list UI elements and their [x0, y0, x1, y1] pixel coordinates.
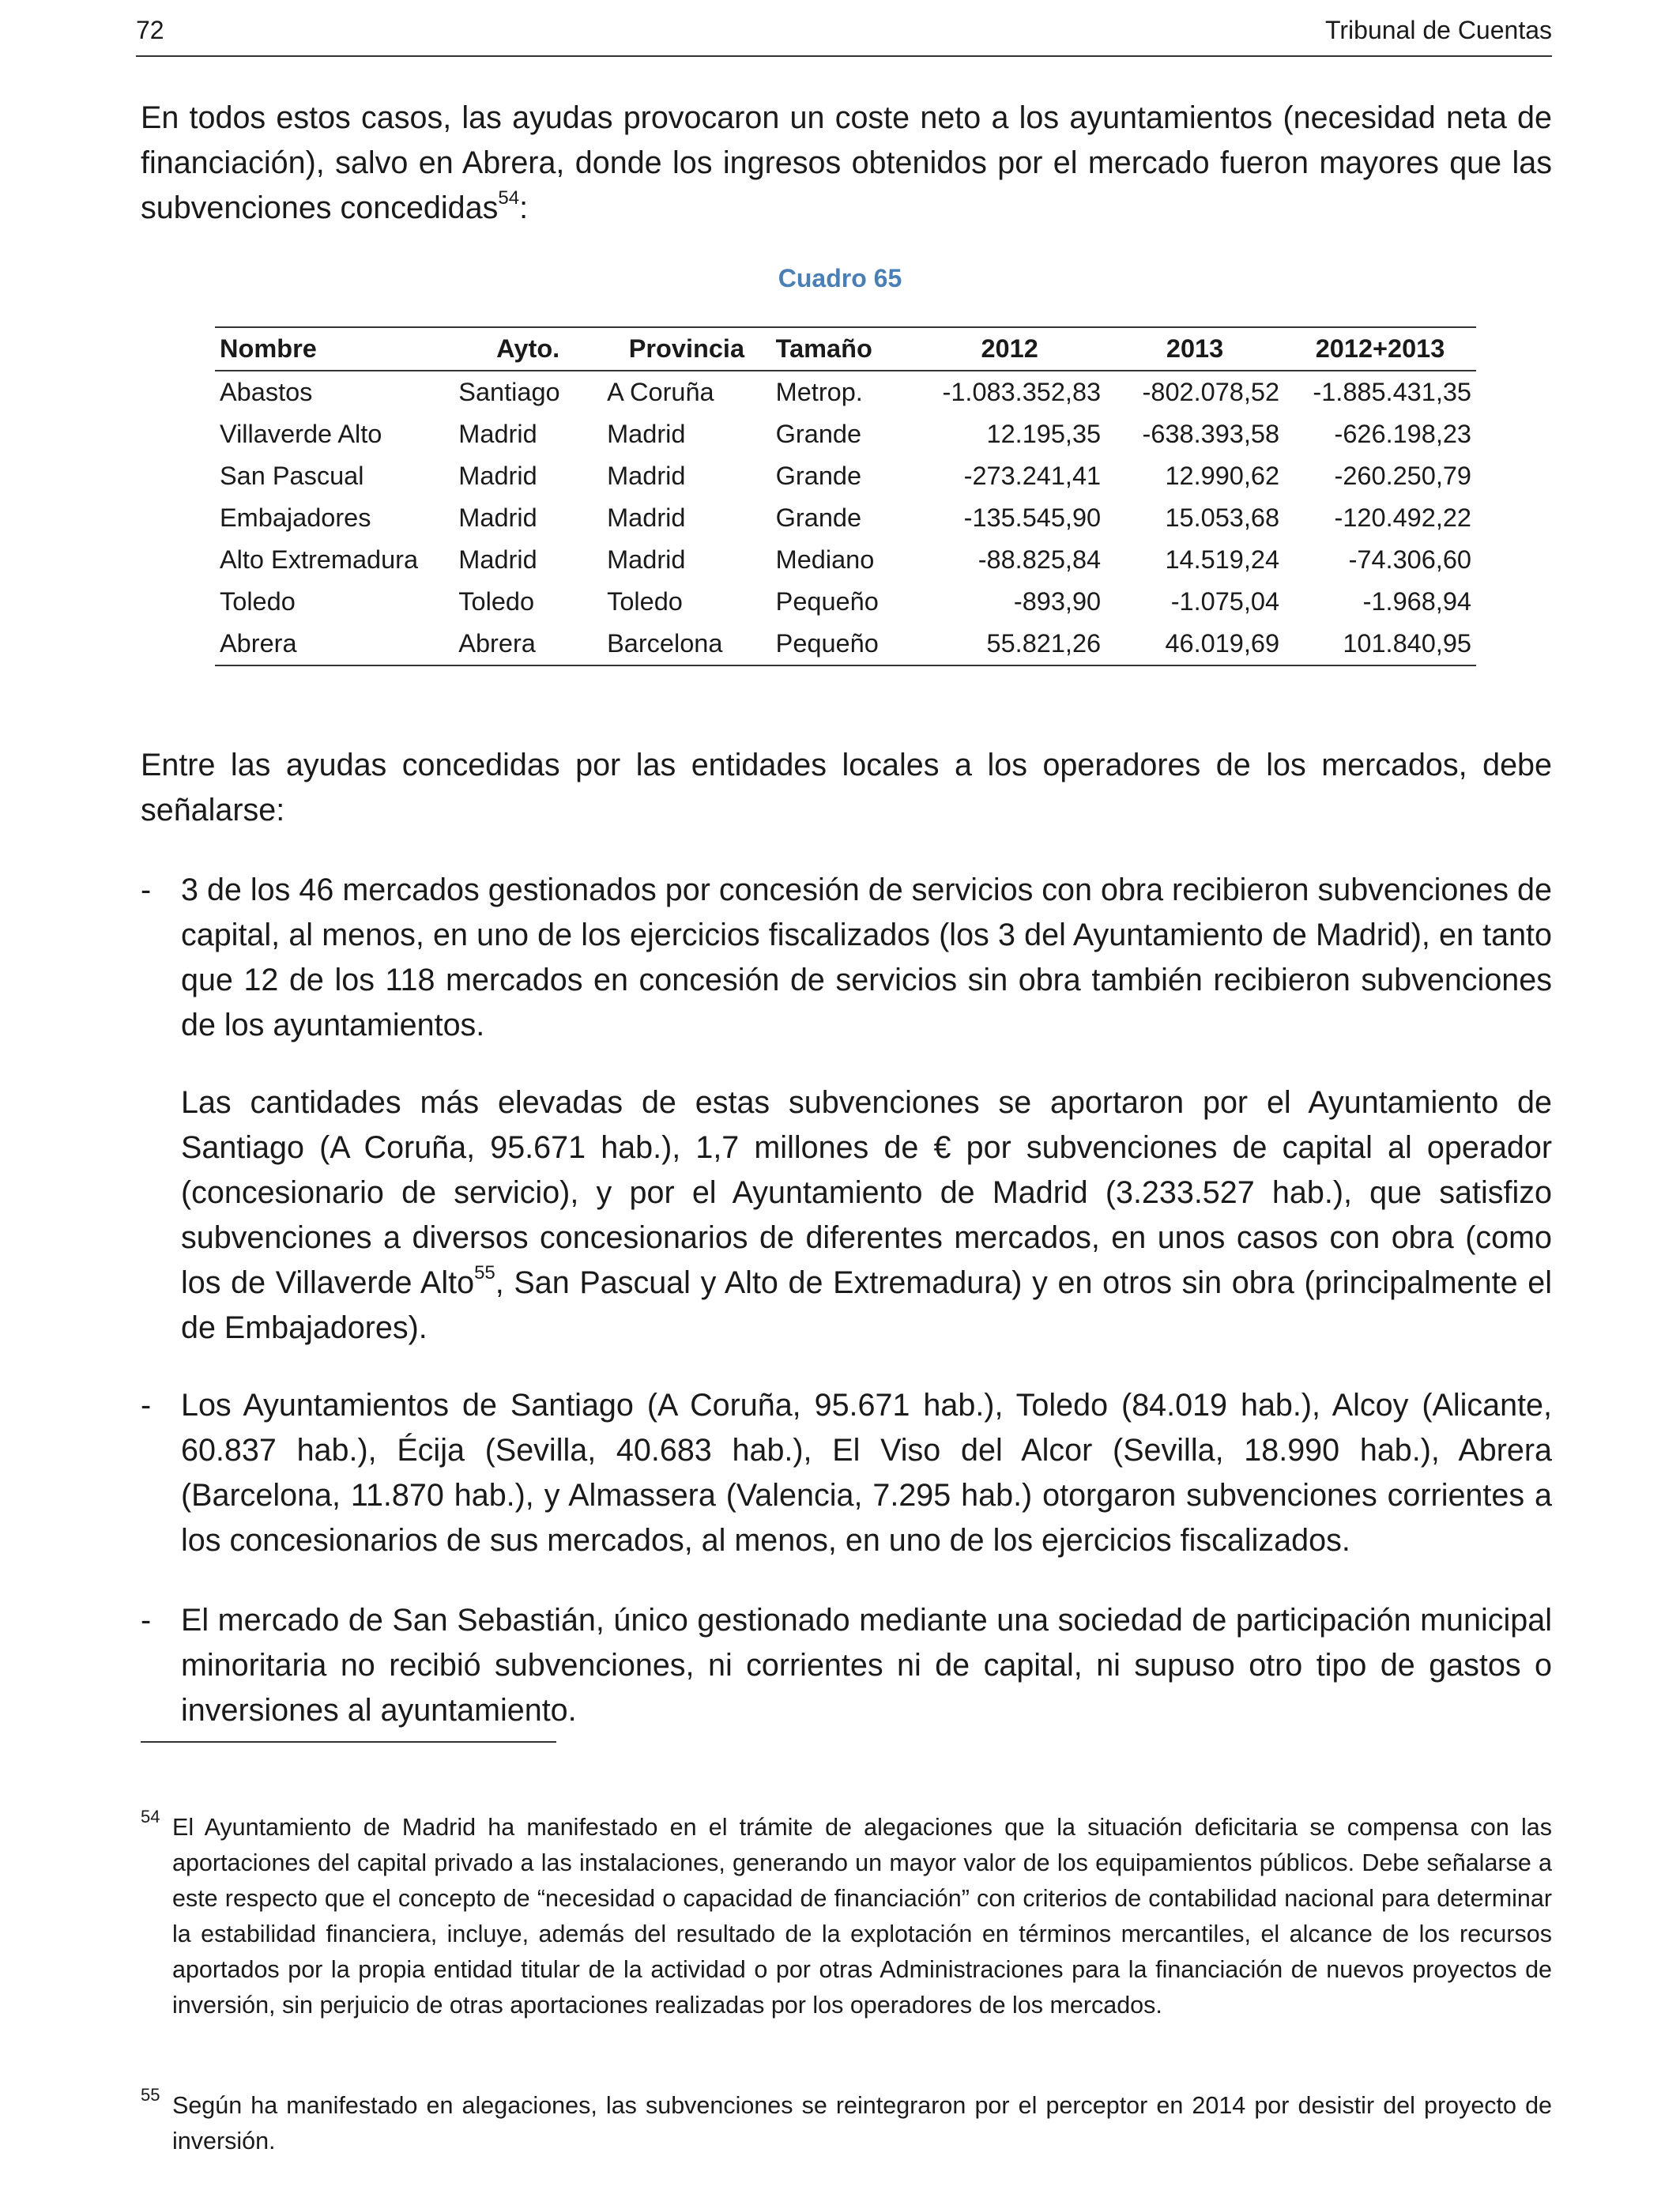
cell-ayto: Madrid	[458, 503, 537, 532]
cell-tamano: Grande	[775, 420, 862, 448]
header-rule	[136, 55, 1552, 57]
cell-total: 101.840,95	[1284, 623, 1476, 665]
cell-provincia: A Coruña	[607, 378, 714, 406]
table-caption: Cuadro 65	[778, 264, 902, 292]
table-row	[215, 455, 1476, 497]
cell-ayto: Madrid	[458, 420, 537, 448]
footnote-ref-54[interactable]: 54	[498, 187, 520, 209]
cell-2012: -893,90	[1013, 587, 1102, 616]
cell-ayto: Toledo	[458, 587, 535, 616]
col-header-ayto: Ayto.	[454, 327, 602, 371]
bullet-dash: -	[141, 873, 152, 907]
cell-2013: -638.393,58	[1142, 420, 1280, 448]
cell-tamano: Pequeño	[771, 623, 914, 665]
cell-tamano: Grande	[775, 503, 862, 532]
cell-2012: -135.545,90	[963, 503, 1102, 532]
intro-paragraph	[141, 96, 1552, 231]
table-row	[215, 371, 1476, 413]
cell-provincia: Madrid	[607, 462, 686, 490]
cell-2013: 12.990,62	[1165, 462, 1280, 490]
cell-ayto: Madrid	[458, 462, 537, 490]
cell-total: -74.306,60	[1348, 545, 1471, 574]
page-number: 72	[136, 16, 164, 44]
col-header-2013: 2013	[1106, 327, 1284, 371]
bullet-1-continuation	[181, 1080, 1552, 1351]
cell-total: -1.968,94	[1362, 587, 1471, 616]
cell-2012: -88.825,84	[977, 545, 1102, 574]
cell-nombre: Villaverde Alto	[220, 420, 382, 448]
col-header-provincia: Provincia	[602, 327, 771, 371]
cell-nombre: San Pascual	[220, 462, 364, 490]
cell-ayto: Madrid	[458, 545, 537, 574]
cell-ayto: Santiago	[458, 378, 560, 406]
footnote-ref-55[interactable]: 55	[474, 1261, 495, 1284]
table-header-row	[215, 327, 1476, 371]
cell-tamano: Grande	[775, 462, 862, 490]
table-row	[215, 581, 1476, 623]
cuadro-65-table	[215, 326, 1476, 666]
cell-provincia: Madrid	[607, 503, 686, 532]
cell-provincia: Madrid	[607, 420, 686, 448]
bullet-1-cont-text-b: , San Pascual y Alto de Extremadura) y en otros sin obra (principalmente el de Embajadores).	[181, 1265, 1552, 1345]
bullet-2-text: Los Ayuntamientos de Santiago (A Coruña, 95.671 hab.), Toledo (84.019 hab.), Alcoy (Alicante, 60.837 hab.), Écija (Sevilla, 40.683 hab.), El Viso del Alcor (Sevilla, 18.990 hab.), Abrera (Barcelona, 11.870 hab.), y Almassera (Valencia, 7.295 hab.) otorgaron subvenciones corrientes a los concesionarios de sus mercados, al menos, en uno de los ejercicios fiscalizados.	[181, 1388, 1552, 1558]
col-header-tamano: Tamaño	[771, 327, 914, 371]
footnote-54-text: El Ayuntamiento de Madrid ha manifestado en el trámite de alegaciones que la situación deficitaria se compensa con las aportaciones del capital privado a las instalaciones, generando un mayor valor de los equipamientos públicos. Debe señalarse a este respecto que el concepto de “necesidad o capacidad de financiación” con criterios de contabilidad nacional para determinar la estabilidad financiera, incluye, además del resultado de la explotación en términos mercantiles, el alcance de los recursos aportados por la propia entidad titular de la actividad o por otras Administraciones para la financiación de nuevos proyectos de inversión, sin perjuicio de otras aportaciones realizadas por los operadores de los mercados.	[172, 1814, 1552, 2019]
cell-nombre: Abastos	[220, 378, 313, 406]
cell-nombre: Toledo	[220, 587, 296, 616]
cell-tamano: Pequeño	[775, 587, 879, 616]
footnote-55-text: Según ha manifestado en alegaciones, las subvenciones se reintegraron por el perceptor en 2014 por desistir del proyecto de inversión.	[172, 2092, 1552, 2154]
cell-2012: -1.083.352,83	[942, 378, 1102, 406]
footnote-54-number: 54	[141, 1807, 160, 1826]
col-header-nombre: Nombre	[215, 327, 454, 371]
cell-2012: 55.821,26	[913, 623, 1106, 665]
cell-ayto: Abrera	[454, 623, 602, 665]
col-header-2012: 2012	[913, 327, 1106, 371]
running-header-title: Tribunal de Cuentas	[1325, 16, 1552, 44]
footnote-separator	[141, 1741, 556, 1743]
cell-2013: 14.519,24	[1165, 545, 1280, 574]
bullet-1-text: 3 de los 46 mercados gestionados por concesión de servicios con obra recibieron subvenciones de capital, al menos, en uno de los ejercicios fiscalizados (los 3 del Ayuntamiento de Madrid), en tanto que 12 de los 118 mercados en concesión de servicios sin obra también recibieron subvenciones de los ayuntamientos.	[181, 873, 1552, 1042]
cell-total: -260.250,79	[1334, 462, 1471, 490]
cell-nombre: Embajadores	[220, 503, 371, 532]
cell-provincia: Madrid	[607, 545, 686, 574]
cell-2013: -802.078,52	[1142, 378, 1280, 406]
cell-2013: 46.019,69	[1106, 623, 1284, 665]
cell-2013: -1.075,04	[1170, 587, 1280, 616]
intro-tail: :	[519, 190, 529, 225]
cell-total: -120.492,22	[1334, 503, 1471, 532]
table-row	[215, 497, 1476, 539]
intro-text: En todos estos casos, las ayudas provocaron un coste neto a los ayuntamientos (necesidad neta de financiación), salvo en Abrera, donde los ingresos obtenidos por el mercado fueron mayores que las subvenciones concedidas	[141, 100, 1552, 225]
col-header-2012-2013: 2012+2013	[1284, 327, 1476, 371]
cell-tamano: Metrop.	[775, 378, 863, 406]
cell-2012: -273.241,41	[963, 462, 1102, 490]
footnote-55-number: 55	[141, 2085, 160, 2105]
cell-provincia: Toledo	[607, 587, 683, 616]
cell-nombre: Abrera	[215, 623, 454, 665]
cell-2012: 12.195,35	[986, 420, 1102, 448]
cell-tamano: Mediano	[775, 545, 875, 574]
table-row	[215, 539, 1476, 581]
table-row	[215, 413, 1476, 455]
cell-total: -626.198,23	[1334, 420, 1471, 448]
bullet-dash: -	[141, 1388, 152, 1423]
bullet-3-text: El mercado de San Sebastián, único gestionado mediante una sociedad de participación municipal minoritaria no recibió subvenciones, ni corrientes ni de capital, ni supuso otro tipo de gastos o inversiones al ayuntamiento.	[181, 1603, 1552, 1728]
cell-nombre: Alto Extremadura	[220, 545, 419, 574]
paragraph-ayudas: Entre las ayudas concedidas por las entidades locales a los operadores de los mercados, debe señalarse:	[141, 748, 1552, 827]
cell-provincia: Barcelona	[602, 623, 771, 665]
bullet-dash: -	[141, 1603, 152, 1638]
cell-2013: 15.053,68	[1165, 503, 1280, 532]
bullet-1-cont-text-a: Las cantidades más elevadas de estas subvenciones se aportaron por el Ayuntamiento de Santiago (A Coruña, 95.671 hab.), 1,7 millones de € por subvenciones de capital al operador (concesionario de servicio), y por el Ayuntamiento de Madrid (3.233.527 hab.), que satisfizo subvenciones a diversos concesionarios de diferentes mercados, en unos casos con obra (como los de Villaverde Alto	[181, 1085, 1552, 1300]
cell-total: -1.885.431,35	[1313, 378, 1471, 406]
table-row	[215, 623, 1476, 665]
